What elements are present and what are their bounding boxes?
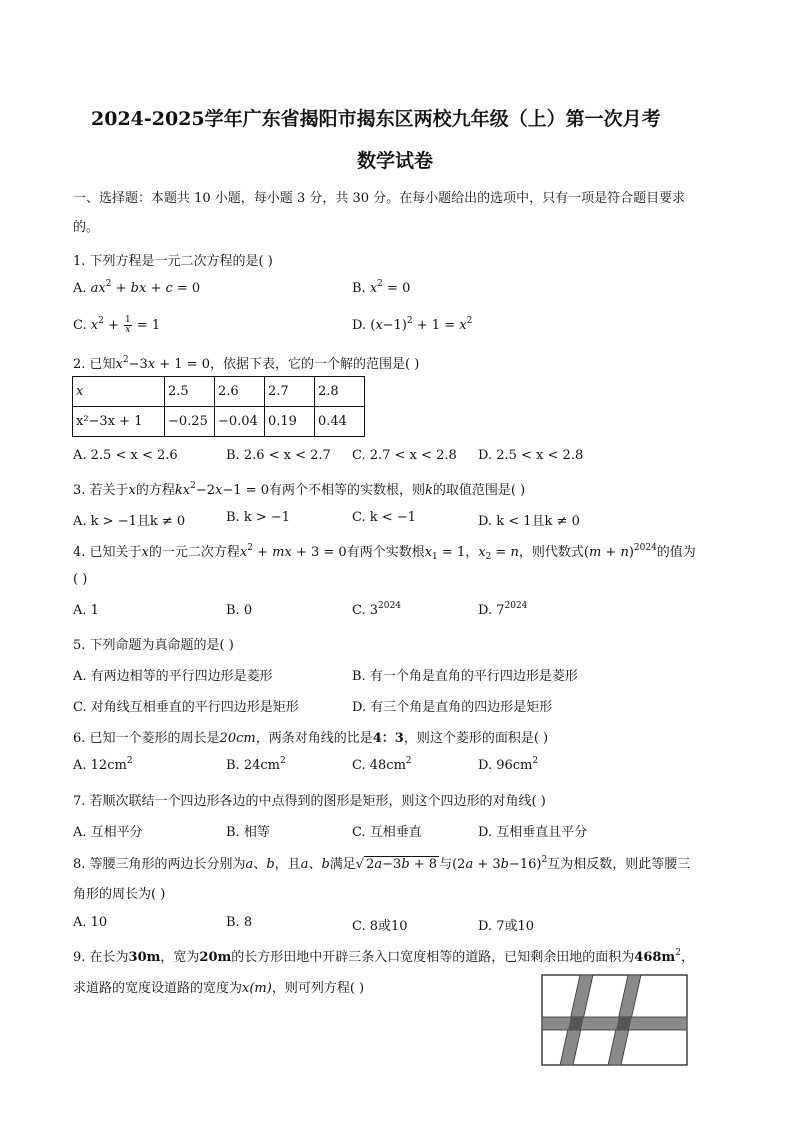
q3-stem-c: 有两个不相等的实数根，则	[268, 483, 425, 498]
table-cell: 0.44	[315, 407, 365, 437]
q6-option-a-label: A. 12cm	[73, 758, 127, 773]
table-cell: −0.04	[215, 407, 265, 437]
q8-option-a: A. 10	[73, 915, 108, 930]
q9-stem: 9. 在长为30m，宽为20m的长方形田地中开辟三条入口宽度相等的道路，已知剩余田地的面积为$468m^2$，	[73, 948, 694, 965]
q9-area-exp: 2	[675, 948, 681, 958]
table-cell: 2.5	[165, 377, 215, 407]
q7-stem: 7. 若顺次联结一个四边形各边的中点得到的图形是矩形，则这个四边形的对角线( )	[73, 794, 546, 809]
q1-option-b-label: B.	[352, 281, 370, 296]
q6-option-d	[478, 758, 538, 773]
q7-option-c: C. 互相垂直	[352, 825, 422, 840]
table-cell: 2.7	[265, 377, 315, 407]
q9-stem-line2a: 求道路的宽度设道路的宽度为	[73, 981, 243, 996]
q2-stem: 2. 已知$x^2-3x + 1 = 0$，依据下表，它的一个解的范围是( )	[73, 355, 420, 372]
q1-option-a-label: A.	[73, 281, 91, 296]
q4-stem-b: 的一元二次方程	[148, 545, 240, 560]
q1-option-d-label: D.	[352, 318, 371, 333]
q9-length: 30m	[128, 950, 161, 965]
q5-stem: 5. 下列命题为真命题的是( )	[73, 638, 234, 653]
q4-stem-e: 的值为	[656, 545, 696, 560]
q3-option-d: D. k < 1且k ≠ 0	[478, 514, 580, 529]
q8-stem-a: 8. 等腰三角形的两边长分别为	[73, 857, 246, 872]
q2-option-a: A. 2.5 < x < 2.6	[73, 448, 178, 463]
q1-option-c-label: C.	[73, 318, 91, 333]
q4-stem-c: 有两个实数根	[346, 545, 425, 560]
q3-stem: 3. 若关于x的方程$kx^2-2x-1 = 0$有两个不相等的实数根，则k的取值范围是( )	[73, 481, 526, 498]
q3-option-c: C. k < −1	[352, 510, 416, 525]
q6-option-c	[352, 758, 412, 773]
q8-option-c: C. 8或10	[352, 919, 408, 934]
q4-option-a: A. 1	[73, 603, 99, 618]
table-cell: 0.19	[265, 407, 315, 437]
table-cell: x	[73, 377, 165, 407]
q5-option-c: C. 对角线互相垂直的平行四边形是矩形	[73, 700, 299, 715]
q6-option-d-exp: 2	[532, 756, 539, 766]
page-title: 2024-2025学年广东省揭阳市揭东区两校九年级（上）第一次月考	[91, 108, 661, 130]
q8-stem-e: 互为相反数，则此等腰三	[547, 857, 691, 872]
table-cell: 2.6	[215, 377, 265, 407]
page-subtitle: 数学试卷	[357, 150, 434, 172]
q8-option-d: D. 7或10	[478, 919, 535, 934]
q8-stem-c: 满足	[329, 857, 356, 872]
q9-stem-line2	[73, 977, 364, 996]
q1-option-a: A. $ax^2$ + bx + c = 0	[73, 279, 201, 296]
q6-stem-b: ，两条对角线的比是	[255, 731, 373, 746]
q6-option-b	[226, 758, 286, 773]
q6-perimeter: 20cm	[219, 731, 256, 746]
q2-option-c: C. 2.7 < x < 2.8	[352, 448, 457, 463]
q4-stem: 4. 已知关于x的一元二次方程$x^2$ + mx + 3 = 0有两个实数根$x_1 = 1$，$x_2 = n$，则代数式$(m + n)^{2024}$的值为	[73, 543, 696, 562]
q2-stem-a: 2. 已知	[73, 357, 116, 372]
q4-option-c	[352, 603, 401, 618]
q6-option-c-exp: 2	[405, 756, 412, 766]
q4-option-d	[478, 603, 527, 618]
table-cell: −0.25	[165, 407, 215, 437]
q9-width: 20m	[199, 950, 232, 965]
q9-stem-a: 9. 在长为	[73, 950, 129, 965]
q3-stem-b: 的方程	[135, 483, 175, 498]
q8-stem-line2: 角形的周长为( )	[73, 887, 166, 902]
q3-option-a: A. k > −1且k ≠ 0	[73, 514, 186, 529]
section-intro-line2: 的。	[73, 220, 100, 235]
q4-stem-d: ，则代数式	[518, 545, 584, 560]
q6-stem-a: 6. 已知一个菱形的周长是	[73, 731, 220, 746]
q4-option-d-exp: 2024	[504, 601, 528, 611]
q2-table	[72, 376, 365, 437]
q3-option-b: B. k > −1	[226, 510, 291, 525]
q6-option-a	[73, 758, 133, 773]
q6-option-b-label: B. 24cm	[226, 758, 280, 773]
q5-option-d: D. 有三个角是直角的四边形是矩形	[352, 700, 553, 715]
table-row	[73, 377, 365, 407]
q4-option-c-label: C. 3	[352, 603, 379, 618]
q4-option-b: B. 0	[226, 603, 253, 618]
q7-option-b: B. 相等	[226, 825, 270, 840]
q6-ratio: 4：3	[372, 731, 404, 746]
section-intro-line1: 一、选择题：本题共 10 小题，每小题 3 分，共 30 分。在每小题给出的选项中，只有一项是符合题目要求	[73, 191, 686, 206]
q1-option-d: D. $(x-1)^2 + 1 = x^2$	[352, 316, 473, 333]
q3-stem-a: 3. 若关于	[73, 483, 129, 498]
q8-option-b: B. 8	[226, 915, 253, 930]
q1-option-b: B. $x^2 = 0$	[352, 279, 411, 296]
q6-option-a-exp: 2	[126, 756, 133, 766]
q9-area: 468m	[634, 950, 676, 965]
q1-option-c: C. $x^2$ + $\frac{1}{x}$ = 1	[73, 315, 161, 335]
table-cell: 2.8	[315, 377, 365, 407]
road-horizontal	[542, 1017, 687, 1030]
q4-stem-a: 4. 已知关于	[73, 545, 142, 560]
q5-option-b: B. 有一个角是直角的平行四边形是菱形	[352, 669, 578, 684]
q9-stem-line2b: ，则可列方程( )	[271, 981, 365, 996]
q9-field-figure	[540, 972, 690, 1068]
q8-stem-b: ，且	[274, 857, 301, 872]
q2-option-d: D. 2.5 < x < 2.8	[478, 448, 584, 463]
q4-stem-line2: ( )	[73, 572, 88, 587]
q6-option-b-exp: 2	[279, 756, 286, 766]
q6-stem	[73, 727, 548, 746]
q6-option-d-label: D. 96cm	[478, 758, 533, 773]
q6-option-c-label: C. 48cm	[352, 758, 406, 773]
q5-option-a: A. 有两边相等的平行四边形是菱形	[73, 669, 273, 684]
q6-stem-c: ，则这个菱形的面积是( )	[403, 731, 549, 746]
q4-option-d-label: D. 7	[478, 603, 505, 618]
table-row	[73, 407, 365, 437]
q7-option-a: A. 互相平分	[73, 825, 143, 840]
q4-option-c-exp: 2024	[378, 601, 401, 611]
q2-stem-b: ，依据下表，它的一个解的范围是( )	[210, 357, 420, 372]
q8-stem-d: 与	[439, 857, 453, 872]
q3-stem-d: 的取值范围是( )	[432, 483, 526, 498]
q9-stem-c: 的长方形田地中开辟三条入口宽度相等的道路，已知剩余田地的面积为	[231, 950, 635, 965]
q2-option-b: B. 2.6 < x < 2.7	[226, 448, 331, 463]
table-cell: x²−3x + 1	[73, 407, 165, 437]
q9-stem-b: ，宽为	[160, 950, 200, 965]
q8-stem: 8. 等腰三角形的两边长分别为a、b，且a、b满足√ 2a−3b + 8 与$(2a + 3b-16)^2$互为相反数，则此等腰三	[73, 855, 691, 872]
q9-var: x(m)	[242, 981, 272, 996]
q1-stem: 1. 下列方程是一元二次方程的是( )	[73, 254, 273, 269]
q7-option-d: D. 互相垂直且平分	[478, 825, 588, 840]
